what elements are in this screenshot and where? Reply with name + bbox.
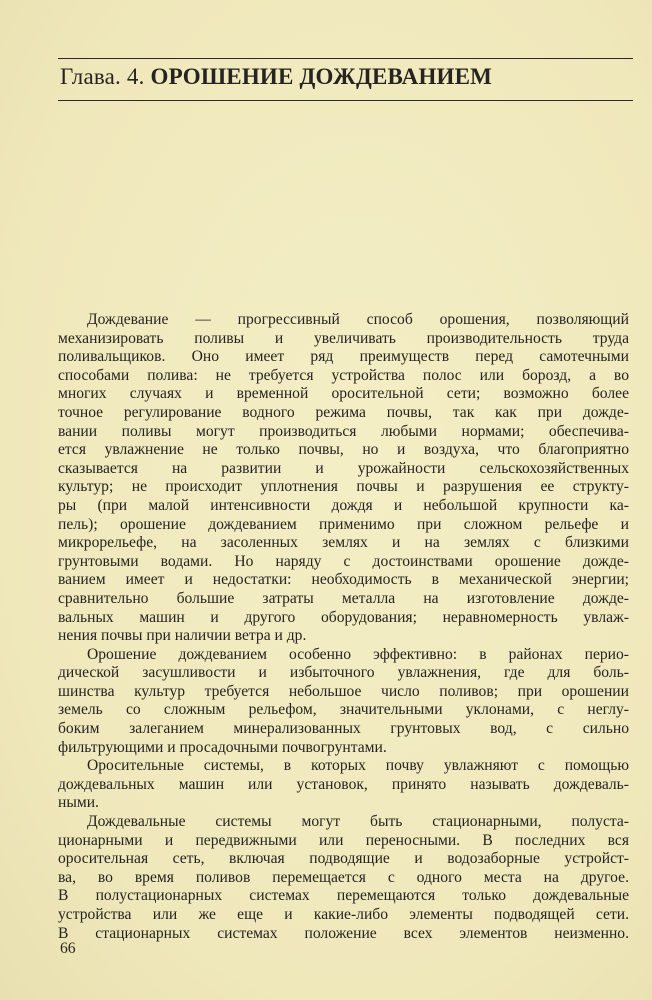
text-line: пель); орошение дождеванием применимо при сложном рельефе и — [58, 515, 629, 533]
text-line: вальных машин и другого оборудования; неравномерность увлаж- — [58, 608, 629, 626]
text-line: Дождевание — прогрессивный способ орошения, позволяющий — [87, 311, 629, 328]
text-line: В стационарных системах положение всех элементов неизменно. — [58, 924, 629, 942]
text-line: многих случаях и временной оросительной сети; возможно более — [58, 385, 629, 403]
text-line: вании поливы могут производиться любыми нормами; обеспечива- — [58, 422, 629, 440]
text-line: земель со сложным рельефом, значительными уклонами, с неглу- — [58, 701, 629, 719]
page-number: 66 — [60, 940, 76, 957]
text-line: ры (при малой интенсивности дождя и небольшой крупности ка- — [58, 496, 629, 514]
text-line: Орошение дождеванием особенно эффективно: в районах перио- — [87, 645, 629, 663]
text-line: дической засушливости и избыточного увлажнения, где для боль- — [58, 664, 629, 682]
text-line: ва, во время поливов перемещается с одного места на другое. — [58, 868, 629, 886]
header-bottom-rule — [58, 100, 633, 101]
text-line: механизировать поливы и увеличивать производительность труда — [58, 329, 629, 347]
text-line: культур; не происходит уплотнения почвы и разрушения ее структу- — [58, 478, 629, 496]
text-line: микрорельефе, на засоленных землях и на землях с близкими — [58, 534, 629, 552]
text-line: оросительная сеть, включая подводящие и водозаборные устройст- — [58, 850, 629, 868]
text-line: шинства культур требуется небольшое число поливов; при орошении — [58, 682, 629, 700]
text-line: В полустационарных системах перемещаются только дождевальные — [58, 887, 629, 905]
chapter-label: Глава. 4. — [60, 64, 145, 89]
text-line: ными. — [58, 794, 99, 812]
chapter-heading: ОРОШЕНИЕ ДОЖДЕВАНИЕМ — [150, 64, 493, 89]
text-line: поливальщиков. Оно имеет ряд преимуществ перед самотечными — [58, 348, 629, 366]
text-line: дождевальных машин или установок, принято называть дождеваль- — [58, 775, 629, 793]
text-line: ется увлажнение не только почвы, но и воздуха, что благоприятно — [58, 441, 629, 459]
text-line: точное регулирование водного режима почвы, так как при дожде- — [58, 403, 629, 421]
text-line: способами полива: не требуется устройства полос или борозд, а во — [58, 366, 629, 384]
text-line: боким залеганием минерализованных грунтовых вод, с сильно — [58, 720, 629, 738]
header-top-rule — [58, 58, 633, 59]
text-line: Дождевальные системы могут быть стационарными, полуста- — [87, 813, 629, 831]
body-text — [58, 311, 629, 943]
text-line: ванием имеет и недостатки: необходимость в механической энергии; — [58, 571, 629, 589]
text-line: устройства или же еще и какие-либо элементы подводящей сети. — [58, 906, 629, 923]
text-line: нения почвы при наличии ветра и др. — [58, 627, 307, 645]
text-line: фильтрующими и просадочными почвогрунтами. — [58, 738, 387, 756]
text-line: Оросительные системы, в которых почву увлажняют с помощью — [87, 757, 629, 775]
text-line: сказывается на развитии и урожайности сельскохозяйственных — [58, 459, 629, 477]
text-line: ционарными и передвижными или переносными. В последних вся — [58, 831, 629, 849]
text-line: сравнительно большие затраты металла на изготовление дожде- — [58, 589, 629, 607]
chapter-title — [60, 64, 492, 90]
text-line: грунтовыми водами. Но наряду с достоинствами орошение дожде- — [58, 552, 629, 570]
